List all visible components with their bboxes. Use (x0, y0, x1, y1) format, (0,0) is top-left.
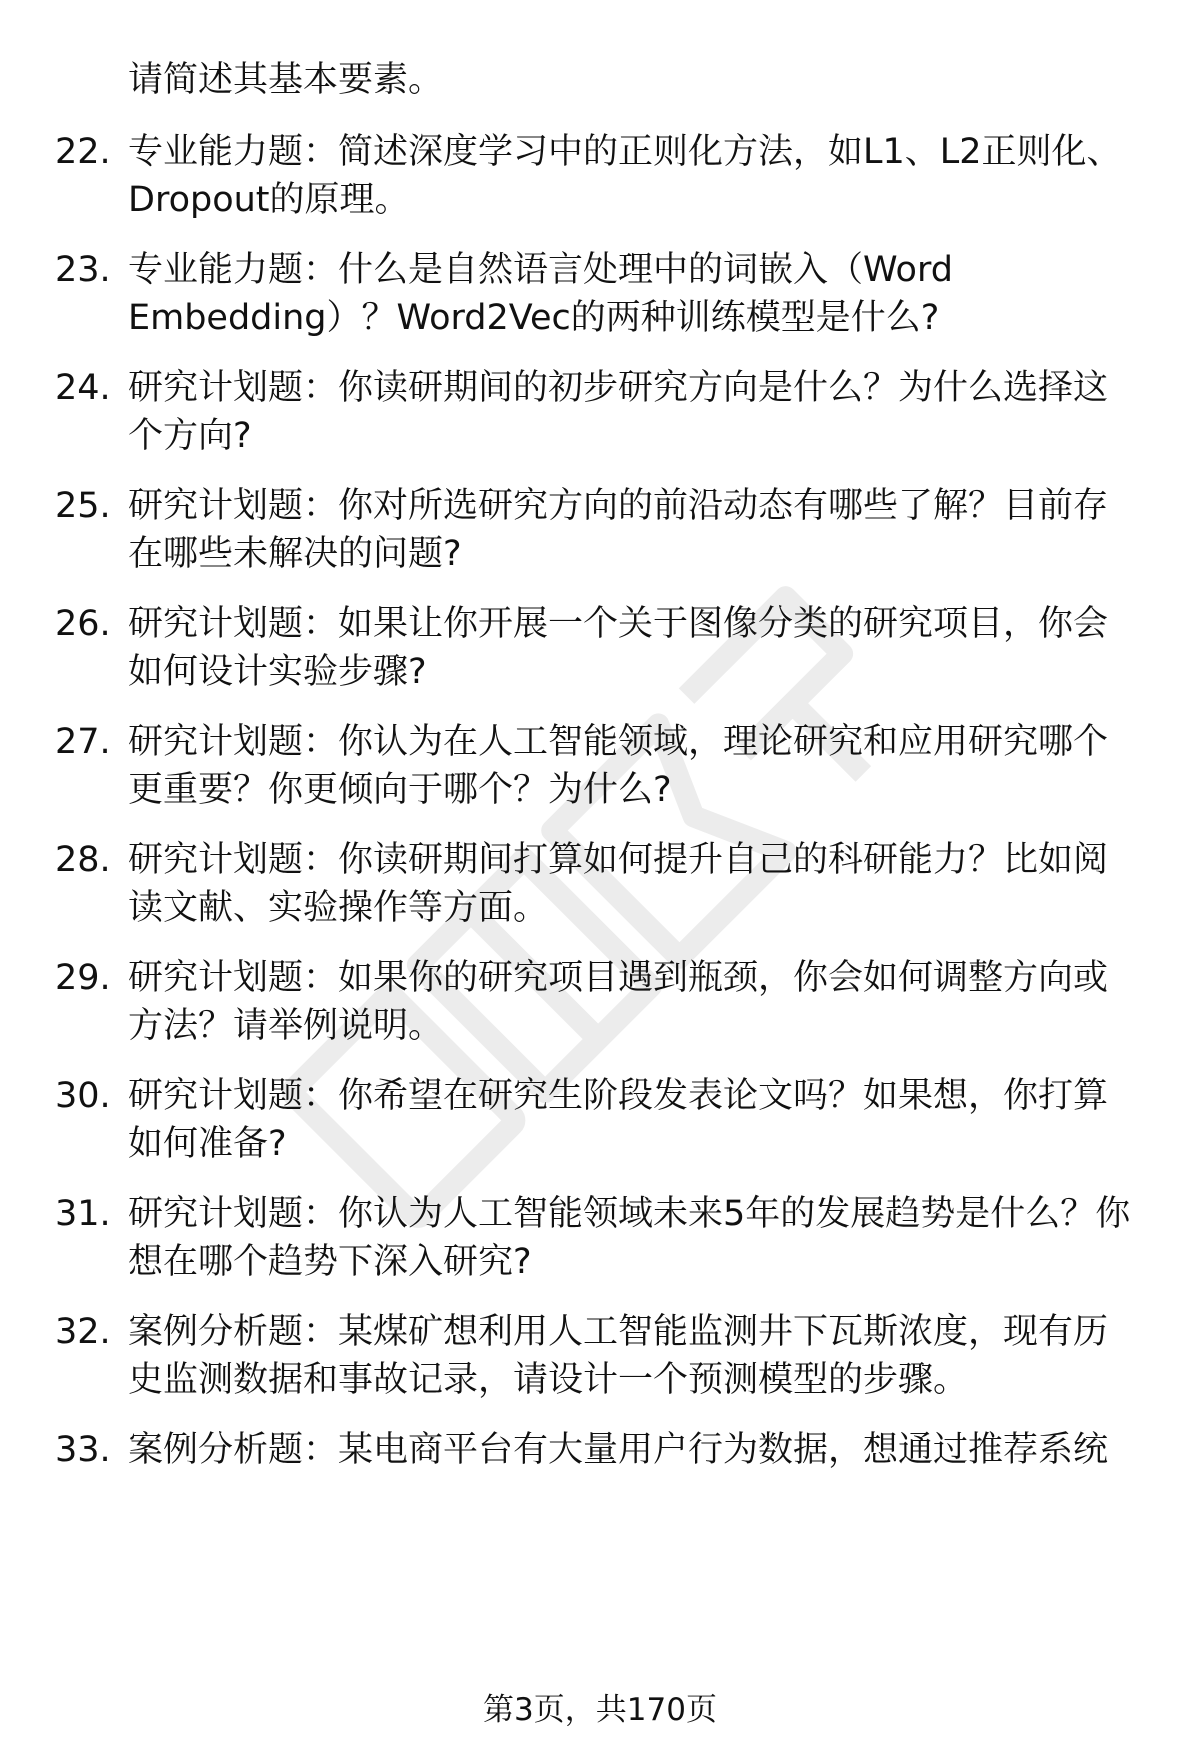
question-line: 想在哪个趋势下深入研究? (128, 1242, 532, 1282)
page-footer: 第3页，共170页 (483, 1692, 717, 1728)
question-line: 研究计划题：你认为在人工智能领域，理论研究和应用研究哪个 (128, 722, 1109, 762)
question-line: 个方向? (128, 416, 252, 456)
question-text (128, 128, 1168, 224)
question-line: 研究计划题：如果让你开展一个关于图像分类的研究项目，你会 (128, 604, 1109, 644)
question-number: 32. (55, 1312, 111, 1352)
question-text (128, 718, 1168, 814)
question-line: 读文献、实验操作等方面。 (128, 888, 549, 928)
question-line: 研究计划题：你读研期间打算如何提升自己的科研能力？比如阅 (128, 840, 1109, 880)
question-number: 23. (55, 250, 111, 290)
question-line: 方法？请举例说明。 (128, 1006, 444, 1046)
question-number: 28. (55, 840, 111, 880)
question-line: 研究计划题：你对所选研究方向的前沿动态有哪些了解？目前存 (128, 486, 1109, 526)
question-number: 22. (55, 132, 111, 172)
continuation-text: 请简述其基本要素。 (128, 60, 444, 100)
question-number: 27. (55, 722, 111, 762)
question-text (128, 1072, 1168, 1168)
question-line: 如何设计实验步骤? (128, 652, 427, 692)
question-line: 研究计划题：你认为人工智能领域未来5年的发展趋势是什么？你 (128, 1194, 1131, 1234)
question-text (128, 1426, 1168, 1474)
question-line: 更重要？你更倾向于哪个？为什么? (128, 770, 672, 810)
question-line: Dropout的原理。 (128, 180, 410, 220)
question-text (128, 600, 1168, 696)
question-number: 33. (55, 1430, 111, 1470)
question-number: 26. (55, 604, 111, 644)
question-line: 专业能力题：简述深度学习中的正则化方法，如L1、L2正则化、 (128, 132, 1122, 172)
question-line: 案例分析题：某电商平台有大量用户行为数据，想通过推荐系统 (128, 1430, 1109, 1470)
question-line: 案例分析题：某煤矿想利用人工智能监测井下瓦斯浓度，现有历 (128, 1312, 1109, 1352)
question-number: 29. (55, 958, 111, 998)
question-line: 在哪些未解决的问题? (128, 534, 462, 574)
question-line: 如何准备? (128, 1124, 287, 1164)
question-number: 24. (55, 368, 111, 408)
question-text (128, 1190, 1168, 1286)
question-text (128, 482, 1168, 578)
question-text (128, 246, 1168, 342)
question-number: 30. (55, 1076, 111, 1116)
question-number: 25. (55, 486, 111, 526)
question-number: 31. (55, 1194, 111, 1234)
question-text (128, 836, 1168, 932)
question-text (128, 364, 1168, 460)
question-line: Embedding）？Word2Vec的两种训练模型是什么? (128, 298, 940, 338)
question-text (128, 1308, 1168, 1404)
question-line: 研究计划题：如果你的研究项目遇到瓶颈，你会如何调整方向或 (128, 958, 1109, 998)
question-line: 研究计划题：你读研期间的初步研究方向是什么？为什么选择这 (128, 368, 1109, 408)
question-line: 研究计划题：你希望在研究生阶段发表论文吗？如果想，你打算 (128, 1076, 1109, 1116)
question-line: 史监测数据和事故记录，请设计一个预测模型的步骤。 (128, 1360, 969, 1400)
question-text (128, 954, 1168, 1050)
question-line: 专业能力题：什么是自然语言处理中的词嵌入（Word (128, 250, 953, 290)
